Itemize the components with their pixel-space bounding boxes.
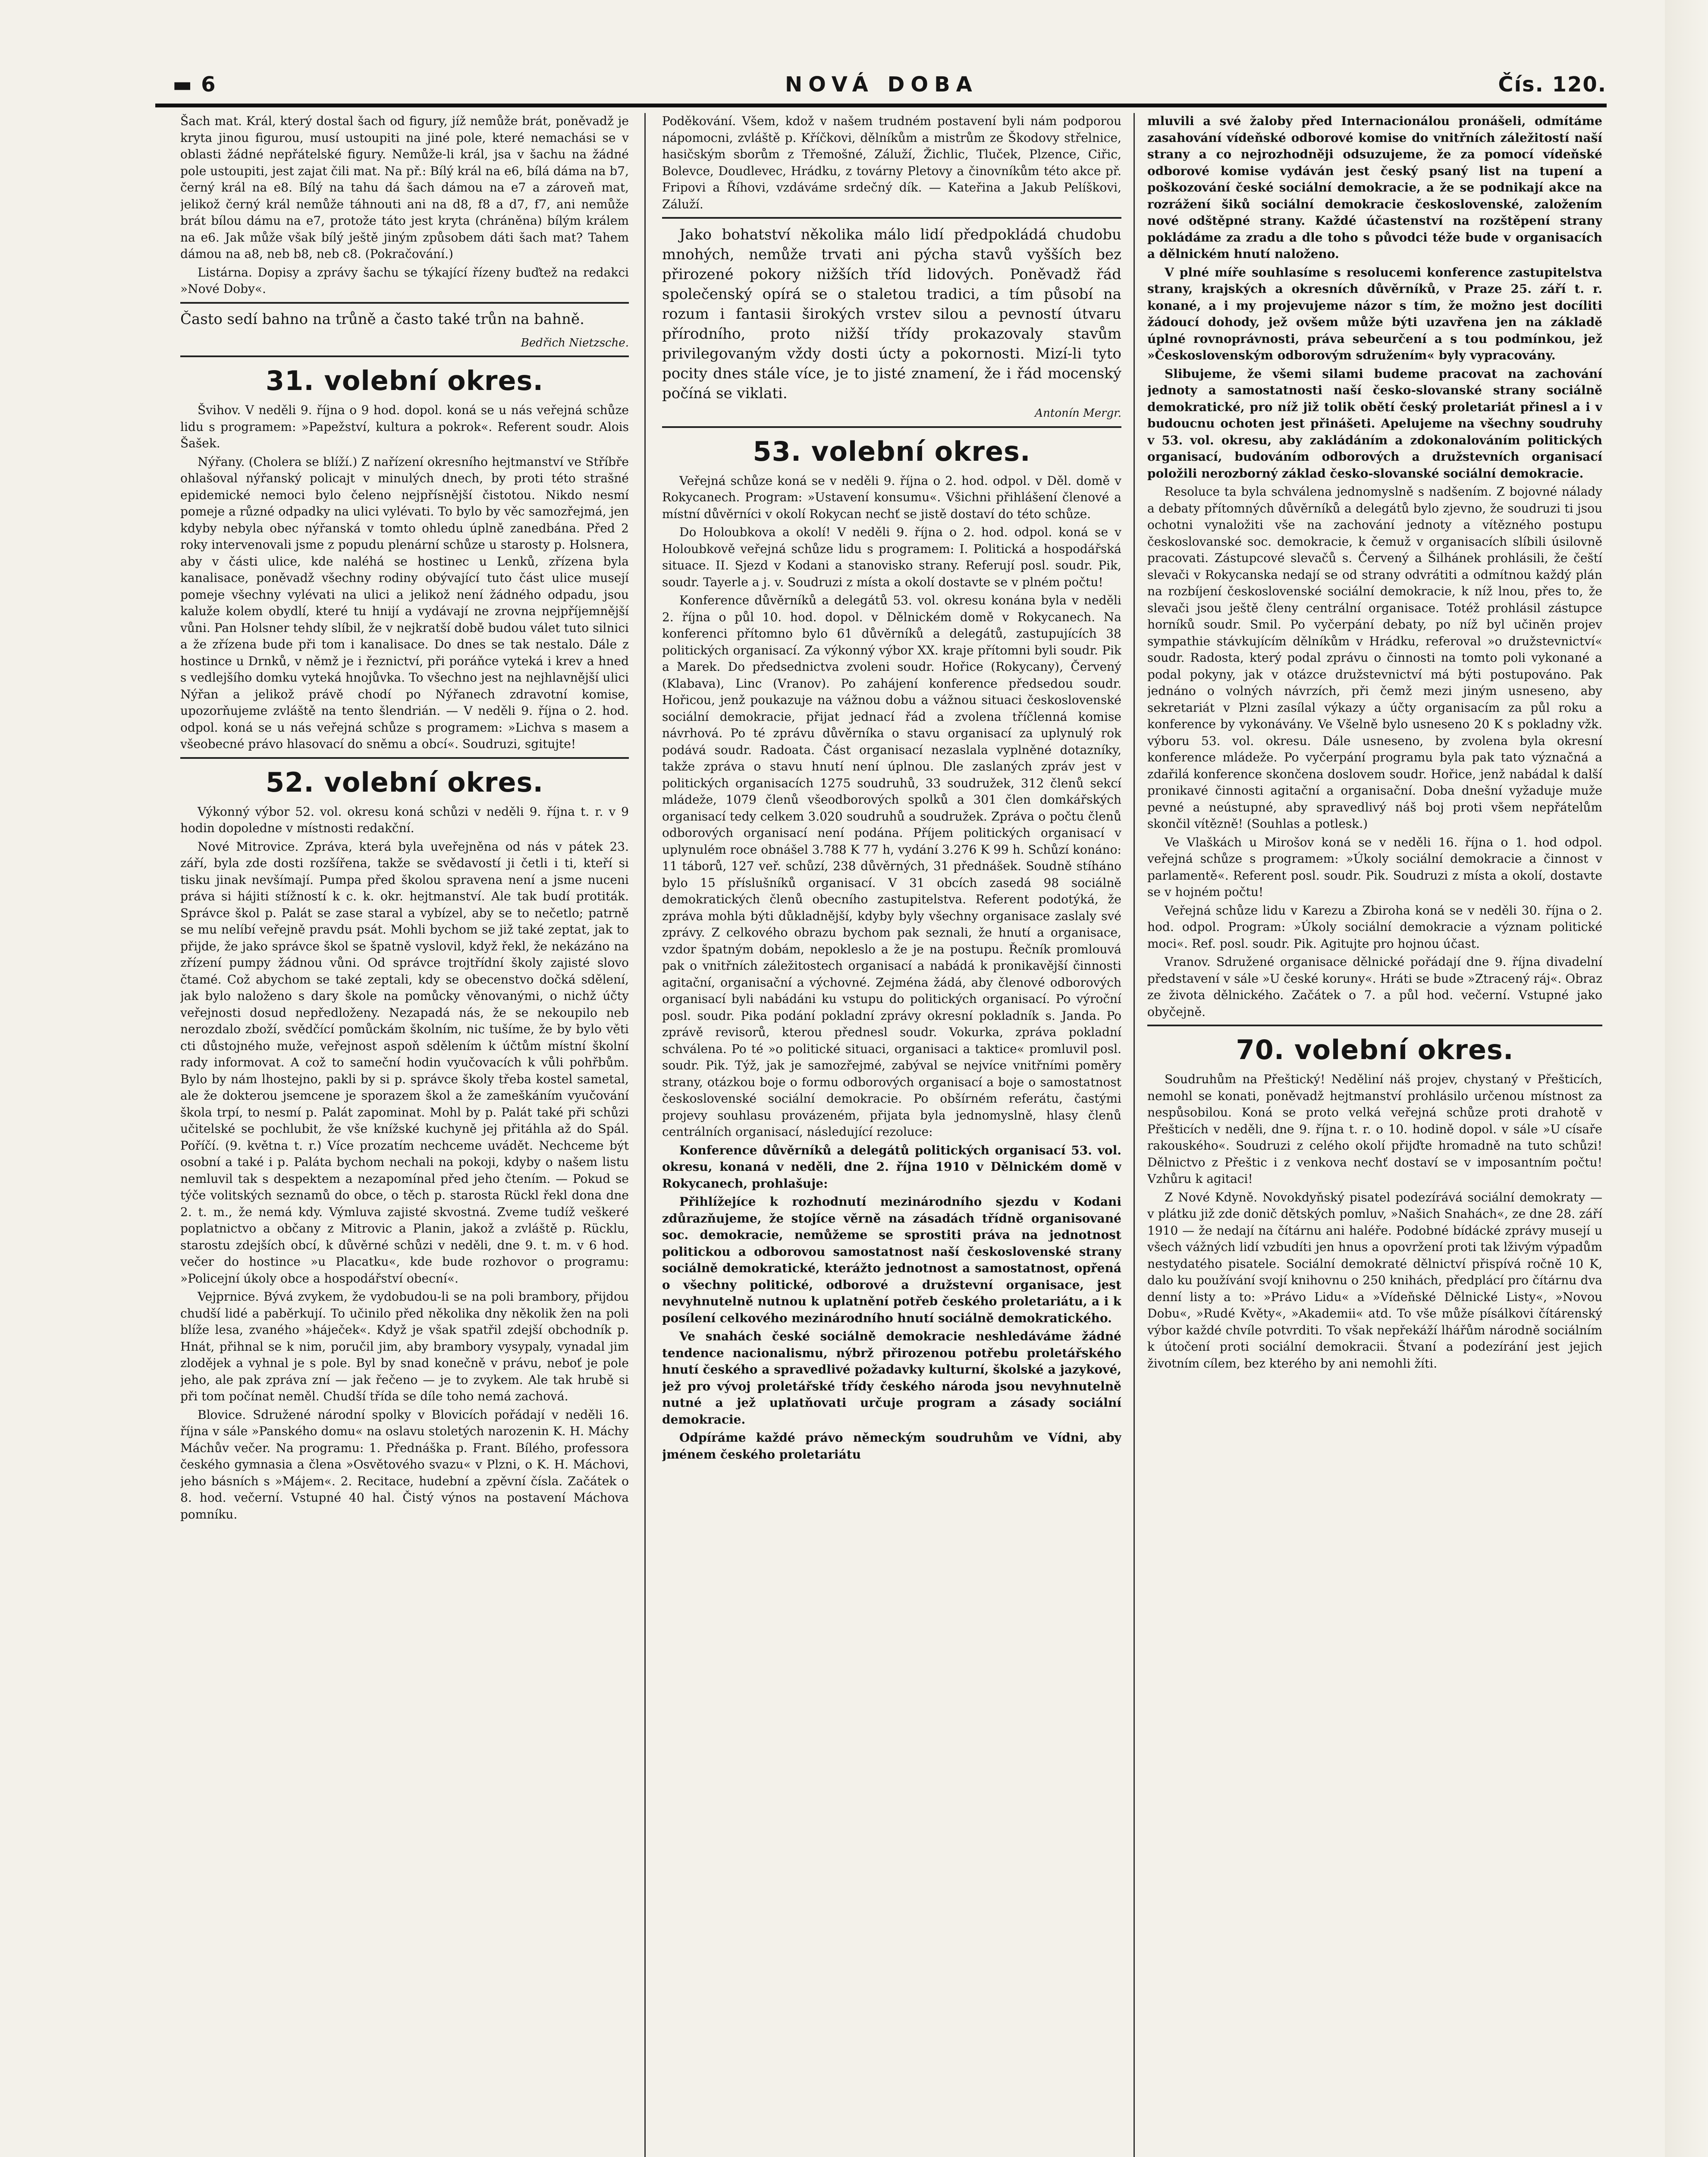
listarna-note: Listárna. Dopisy a zprávy šachu se týkající řízeny buďtež na redakci »Nové Doby«. xyxy=(180,265,629,296)
section-rule xyxy=(180,302,629,304)
column-3 xyxy=(1147,113,1602,2157)
article-holoubkov: Do Holoubkova a okolí! V neděli 9. října o 2. hod. odpol. koná se v Holoubkově veřejná schůze lidu s programem: I. Politická a hospodářská situace. II. Sjezd v Kodani a stanovisko strany. Referují posl. soudr. Pik, soudr. Tayerle a j. v. Soudruzi z místa a okolí dostavte se v plném počtu! xyxy=(662,525,1121,589)
article-nove-mitrovice: Nové Mitrovice. Zpráva, která byla uveřejněna od nás v pátek 23. září, byla zde dosti rozšířena, takže se svědavostí ji četli i ti, kteří si tisku jinak nevšímají. Pumpa před školou spravena není a jsme nuceni práva si hájiti stížností k c. k. okr. hejtmanství. Ale tak budí protiták. Správce škol p. Palát se zase staral a vybízel, aby se to nečetlo; patrně se mu nelíbí veřejně pravdu psát. Mohli bychom se již také zeptat, jak to přijde, že jako správce škol se špatně vyslovil, když řekl, že nekázáno na zřízení pumpy žádnou vůni. Od správce trojtřídní školy zajisté slovo čtamé. Což abychom se také zeptali, kdy se obecenstvo dočká sdělení, jak bylo naloženo s dary škole na pomůcky věnovanými, o nichž účty veřejnosti dosud nepředloženy. Nezapadá nás, že se nekoupilo neb nerozdalo zboží, svědčící pomůckám školním, nic tušíme, že by bylo věti cti důstojného muže, veřejnost aspoň sdělením k účtům místní školní rady informovat. A což to sameční hodin vyučovacích k vůli pohřbům. Bylo by nám lhostejno, pakli by si p. správce školy třeba kostel sametal, ale že dokterou jsemcene je sporazem škol a že zameškáním vyučování škola trpí, to nesmí p. Palát zapominat. Mohl by p. Palát také při schůzi učitelské se pochlubit, že vše knížské kuchyně jej přitáhla až do Spál. Poříčí. (9. května t. r.) Více prozatím nechceme uvádět. Nechceme být osobní a také i p. Paláta bychom nechali na pokoji, kdyby o našem listu nemluvil tak s despektem a nezapomínal před jeho čtením. — Pokud se týče volitských seznamů do obce, o těch p. starosta Rückl řekl dona dne 2. t. m., že nemá kdy. Výmluva zajisté skvostná. Zveme tudíž veškeré poplatnictvo a občany z Mitrovic a Planin, jakož a zvláště p. Rücklu, starostu zdejších obcí, k důvěrné schůzi v neděli, dne 9. t. m. v 6 hod. večer do hostince »u Placatku«, kde bude rozhovor o programu: »Policejní úkoly obce a hospodářství obecní«. xyxy=(180,839,629,1286)
chess-article: Šach mat. Král, který dostal šach od figury, jíž nemůže brát, poněvadž je kryta jinou figurou, musí ustoupiti na jiné pole, které nemachási se v oblasti žádné nepřátelské figury. Nemůže-li král, jsa v šachu na žádné pole ustoupiti, jest zajat čili mat. Na př.: Bílý král na e6, bílá dáma na b7, černý král na e8. Bílý na tahu dá šach dámou na e7 a zároveň mat, jelikož černý král nemůže táhnouti ani na d8, f8 a d7, f7, ani nemůže brát bílou dámu na e7, protože táto jest kryta (chráněna) bílým králem na e6. Jak může však bílý ještě jiným způsobem dáti šach mat? Tahem dámou na a8, neb b8, neb c8. (Pokračování.) xyxy=(180,114,629,261)
article-vlasky: Ve Vlaškách u Mirošov koná se v neděli 16. října o 1. hod odpol. veřejná schůze s programem: »Úkoly sociální demokracie a činnost v parlamentě«. Referent posl. soudr. Pik. Soudruzi z místa a okolí, dostavte se v hojném počtu! xyxy=(1147,835,1602,899)
issue-number: Čís. 120. xyxy=(1498,72,1607,97)
section-rule xyxy=(180,757,629,759)
quote-author: Bedřich Nietzsche. xyxy=(521,336,629,349)
essay-text: Jako bohatství několika málo lidí předpokládá chudobu mnohých, nemůže trvati ani pýcha stavů vyšších bez přirozené pokory nižších tříd lidových. Poněvadž řád společenský opírá se o staletou tradici, a tím působí na rozum i fantasii širokých vrstev silou a pevností útvaru přírodního, proto nižší třídy prokazovaly stavům privilegovaným vždy dosti úcty a pokornosti. Mizí-li tyto pocity dnes stále více, je to jisté znamení, že i řád mocenský počíná se viklati. xyxy=(662,226,1121,402)
article-vykonny-vybor: Výkonný výbor 52. vol. okresu koná schůzi v neděli 9. října t. r. v 9 hodin dopoledne v místnosti redakční. xyxy=(180,804,629,835)
header-rule xyxy=(155,104,1607,107)
resolution-intro: Konference důvěrníků a delegátů politických organisací 53. vol. okresu, konaná v neděli, dne 2. října 1910 v Dělnickém domě v Rokycanech, prohlašuje: xyxy=(662,1143,1121,1191)
section-rule xyxy=(662,426,1121,428)
essay-author: Antonín Mergr. xyxy=(1035,407,1121,420)
column-1 xyxy=(180,113,629,2157)
article-karez-zbiroh: Veřejná schůze lidu v Karezu a Zbiroha koná se v neděli 30. října o 2. hod. odpol. Program: »Úkoly sociální demokracie a význam politické moci«. Ref. posl. soudr. Pik. Agitujte pro hojnou účast. xyxy=(1147,903,1602,951)
article-verejna-schuze: Veřejná schůze koná se v neděli 9. října o 2. hod. odpol. v Děl. domě v Rokycanech. Program: »Ustavení konsumu«. Všichni přihlášení členové a místní důvěrníci v okolí Rokycan nechť se jistě dostaví do této schůze. xyxy=(662,473,1121,521)
column-divider xyxy=(1133,113,1135,2157)
resolution-continued: Slibujeme, že všemi silami budeme pracovat na zachování jednoty a samostatnosti naší česko-slovanské strany sociálně demokratické, pro níž již tolik obětí český proletariát přinesl a i v budoucnu ochoten jest přinášeti. Apelujeme na všechny soudruhy v 53. vol. okresu, aby zakládáním a zdokonalováním politických organisací, budováním odborových a družstevních organisací položili nerozborný základ česko-slovanské sociální demokracie. xyxy=(1147,366,1602,481)
section-rule xyxy=(662,217,1121,219)
article-blovice: Blovice. Sdružené národní spolky v Blovicích pořádají v neděli 16. října v sále »Panského domu« na oslavu stoletých narozenin K. H. Máchy Máchův večer. Na programu: 1. Přednáška p. Frant. Bílého, professora českého gymnasia a člena »Osvětového svazu« v Plzni, o K. H. Máchovi, jeho básních s »Májem«. 2. Recitace, hudební a zpěvní čísla. Začátek o 8. hod. večerní. Vstupné 40 hal. Čistý výnos na postavení Máchova pomníku. xyxy=(180,1407,629,1522)
resolution-continued: mluvili a své žaloby před Internacionálou pronášeli, odmítáme zasahování vídeňské odborové komise do vnitřních záležitostí naší strany a co nejrozhodněji odsuzujeme, že za pomocí vídeňské odborové komise vydáván jest český psaný list na tupení a poškozování české sociální demokracie, a že se podnikají akce na rozrážení šiků sociální demokracie československé, založením nové odštěpné strany. Každé účastenství na rozštěpení strany pokládáme za zradu a dle toho s původci téže bude v organisacích a dělnickém hnutí naloženo. xyxy=(1147,114,1602,261)
article-nova-kdyne: Z Nové Kdyně. Novokdyňský pisatel podezírává sociální demokraty — v plátku již zde donič dětských pomluv, »Našich Snahách«, ze dne 28. září 1910 — že nedají na čítárnu ani haléře. Podobné bídácké zprávy musejí u všech vážných lidí vzbudíti jen hnus a opovržení proti tak lživým výpadům nestydatého pisatele. Sociální demokraté dělnictví přispívá ročně 10 K, dalo ku používání svojí knihovnu o 250 knihách, předplácí pro čítárnu dva denní listy a to: »Právo Lidu« a »Vídeňské Dělnické Listy«, »Novou Dobu«, »Rudé Květy«, »Akademii« atd. To vše může písálkovi čítárenský výbor každé chvíle potvrditi. To však nepřekáží lhářům národně sociálním k útočení proti sociální demokracii. Štvaní a podezírání jest jejich životním cílem, bez kterého by ani nemohli žíti. xyxy=(1147,1190,1602,1371)
section-heading-31: 31. volební okres. xyxy=(266,365,543,396)
column-divider xyxy=(644,113,646,2157)
quote-text: Často sedí bahno na trůně a často také trůn na bahně. xyxy=(180,310,584,328)
article-podekovani: Poděkování. Všem, kdož v našem trudném postavení byli nám podporou nápomocni, zvláště p. Kříčkovi, dělníkům a mistrům ze Škodovy střelnice, hasičským sborům z Třemošné, Záluží, Žichlic, Tluček, Plzence, Ciřic, Bolevce, Doudlevec, Hrádku, z továrny Pletovy a činovníkům této akce př. Fripovi a Říhovi, vzdáváme srdečný dík. — Kateřina a Jakub Pelíškovi, Záluží. xyxy=(662,114,1121,211)
article-vranov: Vranov. Sdružené organisace dělnické pořádají dne 9. října divadelní představení v sále »U české koruny«. Hráti se bude »Ztracený ráj«. Obraz ze života dělnického. Začátek o 7. a půl hod. večerní. Vstupné jako obyčejně. xyxy=(1147,955,1602,1019)
section-heading-70: 70. volební okres. xyxy=(1236,1034,1514,1066)
page-edge xyxy=(1665,0,1708,2157)
section-rule xyxy=(1147,1025,1602,1026)
page-header xyxy=(155,72,1607,103)
resolution-text: Odpíráme každé právo německým soudruhům ve Vídni, aby jménem českého proletariátu xyxy=(662,1431,1121,1462)
resolution-text: Přihlížejíce k rozhodnutí mezinárodního sjezdu v Kodani zdůrazňujeme, že stojíce věrně na zásadách třídně organisované soc. demokracie, nemůžeme se sprostiti práva na jednotnost politickou a odborovou samostatnost naší československé strany sociálně demokratické, kterážto jednotnost a samostatnost, opřená o všechny politické, odborové a družstevní organisace, jest nevyhnutelně nutnou k uplatnění potřeb českého proletariátu, a i k posílení celkového mezinárodního hnutí sociálně demokratického. xyxy=(662,1195,1121,1325)
article-nyrany: Nýřany. (Cholera se blíží.) Z nařízení okresního hejtmanství ve Stříbře ohlašoval nýřanský policajt v minulých dnech, by proti této strašné epidemické nemoci bylo čeleno nejpřísnější čistotou. Nikdo nesmí pomeje a různé odpadky na ulici vylévati. To bylo by věc samozřejmá, jen kdyby nebyla obec nýřanská v tomto ohledu úplně zanedbána. Před 2 roky intervenovali jsme z popudu plenární schůze u starosty p. Holsnera, aby v části ulice, kde naléhá se hostinec u Lenků, zřízena byla kanalisace, poněvadž všechny rodiny obývající tuto část ulice musejí pomeje všechny vylévati na ulici a jelikož není žádného odpadu, jsou kaluže kolem obydlí, které tu hnijí a vydávají ne zrovna nejpříjemnější vůni. Pan Holsner tehdy slíbil, že v nejkratší době budou válet tuto silnici a že zřízena bude při tom i kanalisace. Do dnes se tak nestalo. Dále z hostince u Drnků, v němž je i řeznictví, při poráňce vyteká i krev a hned s vedlejšího domku vyteká hnojůvka. To všechno jest na nejhlavnější ulici Nýřan a jelikož právě chodí po Nýřanech zdravotní komise, upozorňujeme zvláště na tento šlendrián. — V neděli 9. října o 2. hod. odpol. koná se u nás veřejná schůze s programem: »Lichva s masem a všeobecné právo hlasovací do sněmu a obcí«. Soudruzi, sgitujte! xyxy=(180,454,629,751)
article-prestice: Soudruhům na Přeštický! Neděliní náš projev, chystaný v Přešticích, nemohl se konati, poněvadž hejtmanství prohlásilo určenou místnost za nespůsobilou. Koná se proto velká veřejná schůze proti drahotě v Přešticích v neděli, dne 9. října t. r. o 10. hodině dopol. v sále »U císaře rakouského«. Soudruzi z celého okolí přijďte hromadně na tuto schůzi! Dělnictvo z Přeštic i z venkova nechť dostaví se v imposantním počtu! Vzhůru k agitaci! xyxy=(1147,1072,1602,1186)
page-number: ▬ 6 xyxy=(173,72,217,97)
masthead-title: NOVÁ DOBA xyxy=(785,72,978,97)
article-konference: Konference důvěrníků a delegátů 53. vol. okresu konána byla v neděli 2. října o půl 10. hod. dopol. v Dělnickém domě v Rokycanech. Na konferenci přítomno bylo 61 důvěrníků a delegátů, zastupujících 38 politických organisací. Za výkonný výbor XX. kraje přítomni byli soudr. Pik a Marek. Do předsednictva zvoleni soudr. Hořice (Rokycany), Červený (Klabava), Linc (Vranov). Po zahájení konference předsedou soudr. Hořicou, jenž poukazuje na vážnou dobu a vážnou situaci československé sociální demokracie, přijat jednací řád a zvolena tříčlenná komise návrhová. Po té zprávu důvěrníka o stavu organisací za uplynulý rok podává soudr. Radoata. Část organisací nezaslala vyplněné dotazníky, takže zpráva o stavu hnutí není úplnou. Dle zaslaných zpráv jest v politických organisacích 1275 soudruhů, 33 soudružek, 312 členů sekcí mládeže, 1079 členů všeodborových spolků a 301 člen domkářských organisací tedy celkem 3.020 soudruhů a soudružek. Zpráva o počtu členů odborových organisací není podána. Příjem politických organisací v uplynulém roce obnášel 3.788 K 77 h, vydání 3.276 K 99 h. Schůzí konáno: 11 táborů, 127 veř. schůzí, 238 důvěrných, 31 přednášek. Soudně stíháno bylo 15 příslušníků organisací. V 31 obcích zasedá 98 sociálně demokratických členů obecního zastupitelstva. Referent podotýká, že zpráva mohla býti důkladnější, kdyby byly všechny organisace zaslaly své zprávy. Z celkového obrazu bychom pak seznali, že hnutí a organisace, vzdor špatným dobám, nepokleslo a že je na postupu. Řečník promlouvá pak o vnitřních záležitostech organisací a nabádá k pronikavější činnosti agitační, organisační a výchovné. Zejména žádá, aby členové odborových organisací byli nabádáni ku vstupu do politických organisací. Po výroční posl. soudr. Pika podání pokladní zprávy okresní pokladník s. Janda. Po zprávě revisorů, kterou přednesl soudr. Vokurka, zpráva pokladní schválena. Po té »o politické situaci, organisaci a taktice« promluvil posl. soudr. Pik. Týž, jak je samozřejmé, zabýval se nejvíce vnitřními poměry strany, otázkou boje o formu odborových organisací a boje o samostatnost československé sociální demokracie. Po obšírném referátu, častými projevy souhlasu provázeném, přijata byla jednomyslně, hlasy členů centrálních organisací, následující rezoluce: xyxy=(662,593,1121,1139)
resolution-continued: V plné míře souhlasíme s resolucemi konference zastupitelstva strany, krajských a okresních důvěrníků, v Praze 25. září t. r. konané, a i my projevujeme názor s tím, že možno jest docíliti žádoucí dohody, jež ovšem může býti uzavřena jen na základě úplné rovnoprávnosti, práva sebeurčení a s tou podmínkou, jež »Československým odborovým sdružením« byly vypracovány. xyxy=(1147,265,1602,362)
section-heading-52: 52. volební okres. xyxy=(266,766,543,798)
resolution-text: Ve snahách české sociálně demokracie neshledáváme žádné tendence nacionalismu, nýbrž přirozenou potřebu proletářského hnutí českého a spravedlivé požadavky kulturní, školské a jazykové, jež pro vývoj proletářské třídy českého národa jsou nevyhnutelně nutné a jež uplatňovati určuje program a zásady sociální demokracie. xyxy=(662,1329,1121,1427)
article-vejprnice: Vejprnice. Bývá zvykem, že vydobudou-li se na poli brambory, přijdou chudší lidé a paběrkují. To učinilo před několika dny několik žen na poli blíže lesa, zvaného »háječek«. Když je však spatřil zdejší obchodník p. Hnát, přihnal se k nim, poručil jim, aby brambory vysypaly, vynadal jim zlodějek a vyhnal je s pole. Byl by snad konečně v právu, neboť je pole jeho, ale pak zpráva zní — jak řečeno — je to zvykem. Ale tak hrubě si při tom počínat neměl. Chudší třída se díle toho nemá zachová. xyxy=(180,1289,629,1403)
article-svihov: Švihov. V neděli 9. října o 9 hod. dopol. koná se u nás veřejná schůze lidu s programem: »Papežství, kultura a pokrok«. Referent soudr. Alois Šašek. xyxy=(180,403,629,450)
section-rule xyxy=(180,355,629,357)
column-2 xyxy=(662,113,1121,2157)
article-resoluce: Resoluce ta byla schválena jednomyslně s nadšením. Z bojovné nálady a debaty přítomných důvěrníků a delegátů bylo zjevno, že soudruzi ti jsou ochotni vynaložiti vše na zachování jednoty a vítězného postupu českoslovanské soc. demokracie, k čemuž v organisacích slíbili úsilovně pracovati. Zástupcové slevačů s. Červený a Šilhánek prohlásili, že čeští slevači v Rokycanska nedají se od strany odvrátiti a odmítnou každý plán na rozbíjení československé sociální demokracie, k níž lnou, přes to, že slevači jsou ještě členy centrální organisace. Totéž prohlásil zástupce horníků soudr. Smil. Po vyčerpání debaty, po níž byl učiněn projev sympathie stávkujícím dělníkům v Hrádku, referoval »o družstevnictví« soudr. Radosta, který podal zprávu o činnosti na tomto poli vykonané a podal pokyny, jak v otázce družstevnictví má býti postupováno. Pak jednáno o volných návrzích, při čemž mezi jiným usneseno, aby sekretariát v Plzni zasílal výkazy a účty organisacím za půl roku a konference by vykonávány. Ve Všelně bylo usneseno 20 K s pokladny vžk. výboru 53. vol. okresu. Dále usneseno, by zvolena byla okresní konference mládeže. Po vyčerpání programu byla pak tato význačná a zdařilá konference skončena doslovem soudr. Hořice, jenž nabádal k další pronikavé činnosti agitační a organisační. Doba dnešní vyžaduje muže pevné a neústupné, aby spravedlivý náš boj proti všem nepřátelům skončil vítězně! (Souhlas a potlesk.) xyxy=(1147,484,1602,831)
section-heading-53: 53. volební okres. xyxy=(753,435,1031,467)
